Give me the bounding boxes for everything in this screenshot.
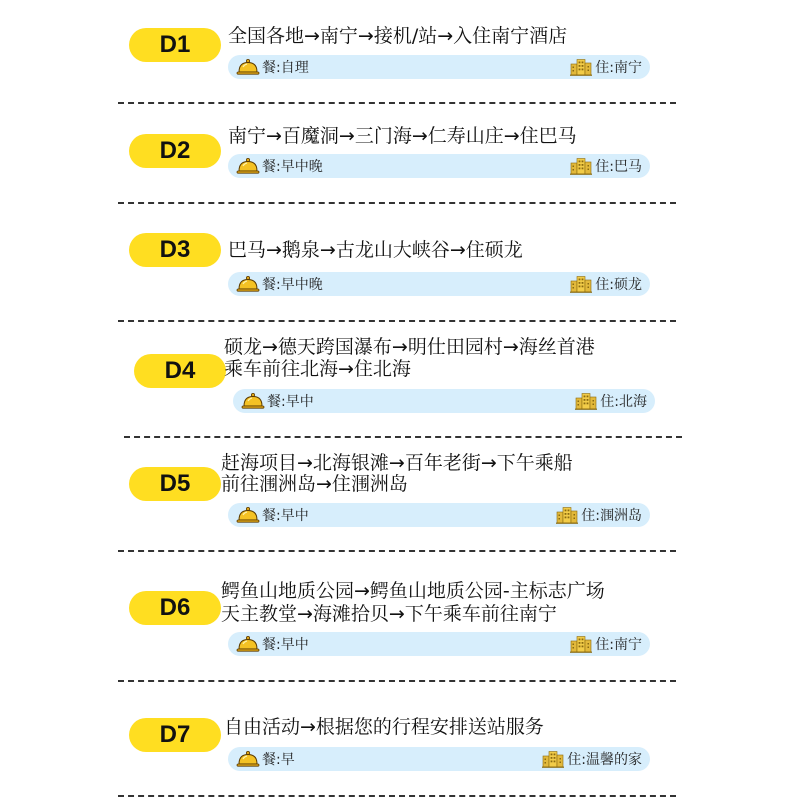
day-badge: D2: [129, 134, 221, 168]
day-badge: D3: [129, 233, 221, 267]
meal-text: 餐:早: [262, 752, 295, 768]
hotel-building-icon: [541, 750, 565, 768]
route-line: 前往涠洲岛→住涠洲岛: [221, 473, 408, 495]
route-line: 乘车前往北海→住北海: [224, 358, 411, 380]
meal-text: 餐:自理: [262, 60, 309, 76]
route-line: 硕龙→德天跨国瀑布→明仕田园村→海丝首港: [224, 336, 595, 358]
stay-text: 住:硕龙: [595, 277, 642, 293]
dashed-divider: [118, 795, 676, 797]
stay-text: 住:温馨的家: [567, 752, 642, 768]
route-line: 全国各地→南宁→接机/站→入住南宁酒店: [228, 25, 568, 47]
day-badge: D4: [134, 354, 226, 388]
day-badge: D5: [129, 467, 221, 501]
route-line: 鳄鱼山地质公园→鳄鱼山地质公园-主标志广场: [221, 580, 605, 602]
meal-info: [236, 747, 295, 771]
day-badge: D1: [129, 28, 221, 62]
meal-text: 餐:早中: [262, 637, 309, 653]
day-badge: D6: [129, 591, 221, 625]
route-line: 自由活动→根据您的行程安排送站服务: [224, 716, 544, 738]
stay-text: 住:南宁: [595, 637, 642, 653]
serving-cloche-icon: [236, 750, 260, 768]
meal-text: 餐:早中: [267, 394, 314, 410]
day-badge: D7: [129, 718, 221, 752]
stay-text: 住:南宁: [595, 60, 642, 76]
stay-info: [541, 747, 642, 771]
route-line: 天主教堂→海滩拾贝→下午乘车前往南宁: [221, 603, 557, 625]
meal-text: 餐:早中晚: [262, 277, 323, 293]
route-line: 南宁→百魔洞→三门海→仁寿山庄→住巴马: [228, 125, 577, 147]
info-bar: [228, 747, 650, 771]
meal-text: 餐:早中: [262, 508, 309, 524]
stay-text: 住:巴马: [595, 159, 642, 175]
stay-text: 住:北海: [600, 394, 647, 410]
meal-text: 餐:早中晚: [262, 159, 323, 175]
route-line: 巴马→鹅泉→古龙山大峡谷→住硕龙: [228, 239, 523, 261]
route-line: 赶海项目→北海银滩→百年老街→下午乘船: [221, 452, 573, 474]
stay-text: 住:涠洲岛: [581, 508, 642, 524]
